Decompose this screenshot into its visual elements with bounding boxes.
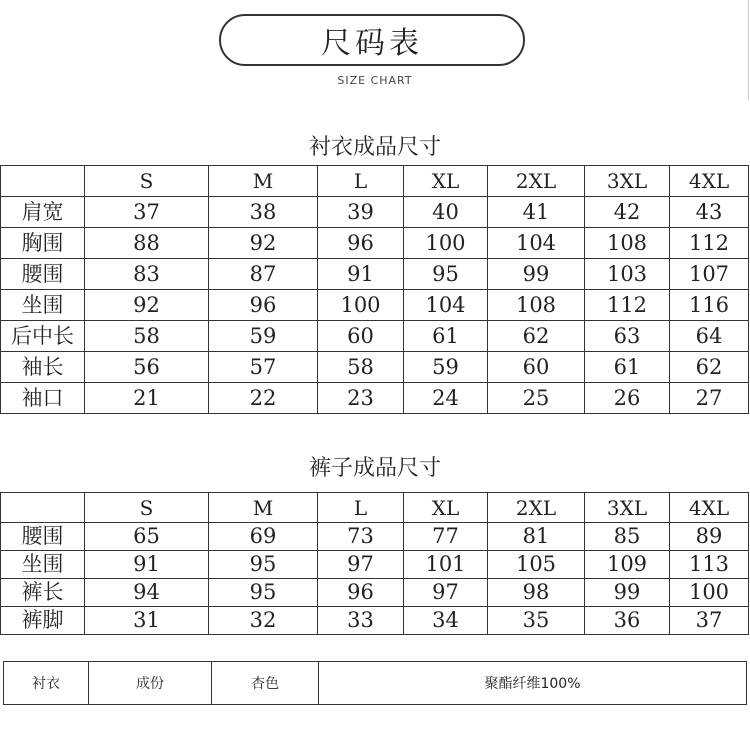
measurement-row [1,197,749,228]
measurement-value: 105 [488,551,585,579]
measurement-value: 89 [670,523,749,551]
measurement-value: 116 [670,290,749,321]
measurement-value: 36 [585,607,670,635]
measurement-value: 25 [488,383,585,414]
corner-cell [1,166,85,197]
size-header-cell: 2XL [488,493,585,523]
measurement-value: 59 [404,352,488,383]
measurement-value: 58 [318,352,404,383]
measurement-value: 87 [209,259,318,290]
measurement-value: 62 [488,321,585,352]
fabric-row [4,662,747,705]
measurement-value: 95 [404,259,488,290]
measurement-value: 100 [404,228,488,259]
measurement-row [1,579,749,607]
measurement-label: 袖长 [1,352,85,383]
measurement-value: 43 [670,197,749,228]
measurement-value: 83 [85,259,209,290]
measurement-value: 101 [404,551,488,579]
measurement-row [1,290,749,321]
measurement-value: 103 [585,259,670,290]
size-header-cell: XL [404,166,488,197]
measurement-value: 38 [209,197,318,228]
measurement-value: 27 [670,383,749,414]
measurement-label: 腰围 [1,259,85,290]
measurement-value: 65 [85,523,209,551]
measurement-value: 104 [488,228,585,259]
measurement-row [1,551,749,579]
measurement-value: 91 [85,551,209,579]
measurement-value: 91 [318,259,404,290]
size-header-cell: M [209,493,318,523]
measurement-value: 58 [85,321,209,352]
measurement-value: 42 [585,197,670,228]
measurement-row [1,352,749,383]
size-header-cell: L [318,166,404,197]
size-header-cell: M [209,166,318,197]
measurement-row [1,607,749,635]
measurement-value: 108 [488,290,585,321]
size-header-cell: S [85,166,209,197]
measurement-value: 100 [670,579,749,607]
size-header-cell: 3XL [585,493,670,523]
measurement-label: 肩宽 [1,197,85,228]
measurement-row [1,228,749,259]
size-header-cell: 4XL [670,166,749,197]
measurement-value: 59 [209,321,318,352]
measurement-value: 37 [85,197,209,228]
fabric-composition-label-cell: 成份 [89,662,212,705]
measurement-value: 34 [404,607,488,635]
measurement-value: 92 [85,290,209,321]
fabric-composition-value-cell: 聚酯纤维100% [319,662,747,705]
measurement-label: 裤脚 [1,607,85,635]
measurement-value: 109 [585,551,670,579]
measurement-value: 81 [488,523,585,551]
measurement-row [1,321,749,352]
size-header-row [1,493,749,523]
measurement-row [1,259,749,290]
measurement-label: 坐围 [1,551,85,579]
pants-size-table [0,492,749,635]
measurement-value: 39 [318,197,404,228]
title-badge [219,14,525,66]
size-header-cell: 2XL [488,166,585,197]
page-subtitle: SIZE CHART [337,74,413,87]
corner-cell [1,493,85,523]
size-header-cell: 3XL [585,166,670,197]
measurement-value: 69 [209,523,318,551]
measurement-row [1,383,749,414]
measurement-value: 97 [318,551,404,579]
fabric-info-table [3,661,747,705]
measurement-label: 坐围 [1,290,85,321]
measurement-value: 64 [670,321,749,352]
measurement-value: 95 [209,551,318,579]
measurement-value: 85 [585,523,670,551]
measurement-value: 96 [209,290,318,321]
measurement-value: 37 [670,607,749,635]
measurement-value: 26 [585,383,670,414]
measurement-value: 24 [404,383,488,414]
measurement-value: 97 [404,579,488,607]
measurement-value: 23 [318,383,404,414]
edge-divider [748,0,749,100]
measurement-value: 96 [318,579,404,607]
page-title: 尺码表 [321,26,423,61]
measurement-value: 22 [209,383,318,414]
measurement-value: 62 [670,352,749,383]
measurement-value: 21 [85,383,209,414]
measurement-value: 88 [85,228,209,259]
size-header-cell: XL [404,493,488,523]
measurement-value: 31 [85,607,209,635]
measurement-value: 96 [318,228,404,259]
measurement-value: 99 [488,259,585,290]
measurement-label: 袖口 [1,383,85,414]
fabric-item-cell: 衬衣 [4,662,89,705]
measurement-value: 92 [209,228,318,259]
measurement-value: 32 [209,607,318,635]
measurement-value: 112 [670,228,749,259]
measurement-value: 63 [585,321,670,352]
size-header-cell: 4XL [670,493,749,523]
measurement-label: 后中长 [1,321,85,352]
measurement-row [1,523,749,551]
measurement-value: 98 [488,579,585,607]
pants-table-title: 裤子成品尺寸 [308,456,441,481]
measurement-value: 61 [585,352,670,383]
measurement-label: 胸围 [1,228,85,259]
measurement-value: 56 [85,352,209,383]
measurement-value: 35 [488,607,585,635]
measurement-value: 99 [585,579,670,607]
measurement-value: 112 [585,290,670,321]
measurement-value: 41 [488,197,585,228]
measurement-value: 73 [318,523,404,551]
measurement-value: 33 [318,607,404,635]
measurement-value: 104 [404,290,488,321]
measurement-label: 裤长 [1,579,85,607]
measurement-value: 57 [209,352,318,383]
measurement-label: 腰围 [1,523,85,551]
size-header-row [1,166,749,197]
measurement-value: 100 [318,290,404,321]
measurement-value: 108 [585,228,670,259]
fabric-color-cell: 杏色 [212,662,319,705]
measurement-value: 95 [209,579,318,607]
shirt-size-table [0,165,749,414]
measurement-value: 61 [404,321,488,352]
shirt-table-title: 衬衣成品尺寸 [308,135,441,160]
measurement-value: 107 [670,259,749,290]
measurement-value: 40 [404,197,488,228]
measurement-value: 77 [404,523,488,551]
measurement-value: 94 [85,579,209,607]
size-header-cell: S [85,493,209,523]
size-header-cell: L [318,493,404,523]
measurement-value: 60 [488,352,585,383]
measurement-value: 60 [318,321,404,352]
measurement-value: 113 [670,551,749,579]
